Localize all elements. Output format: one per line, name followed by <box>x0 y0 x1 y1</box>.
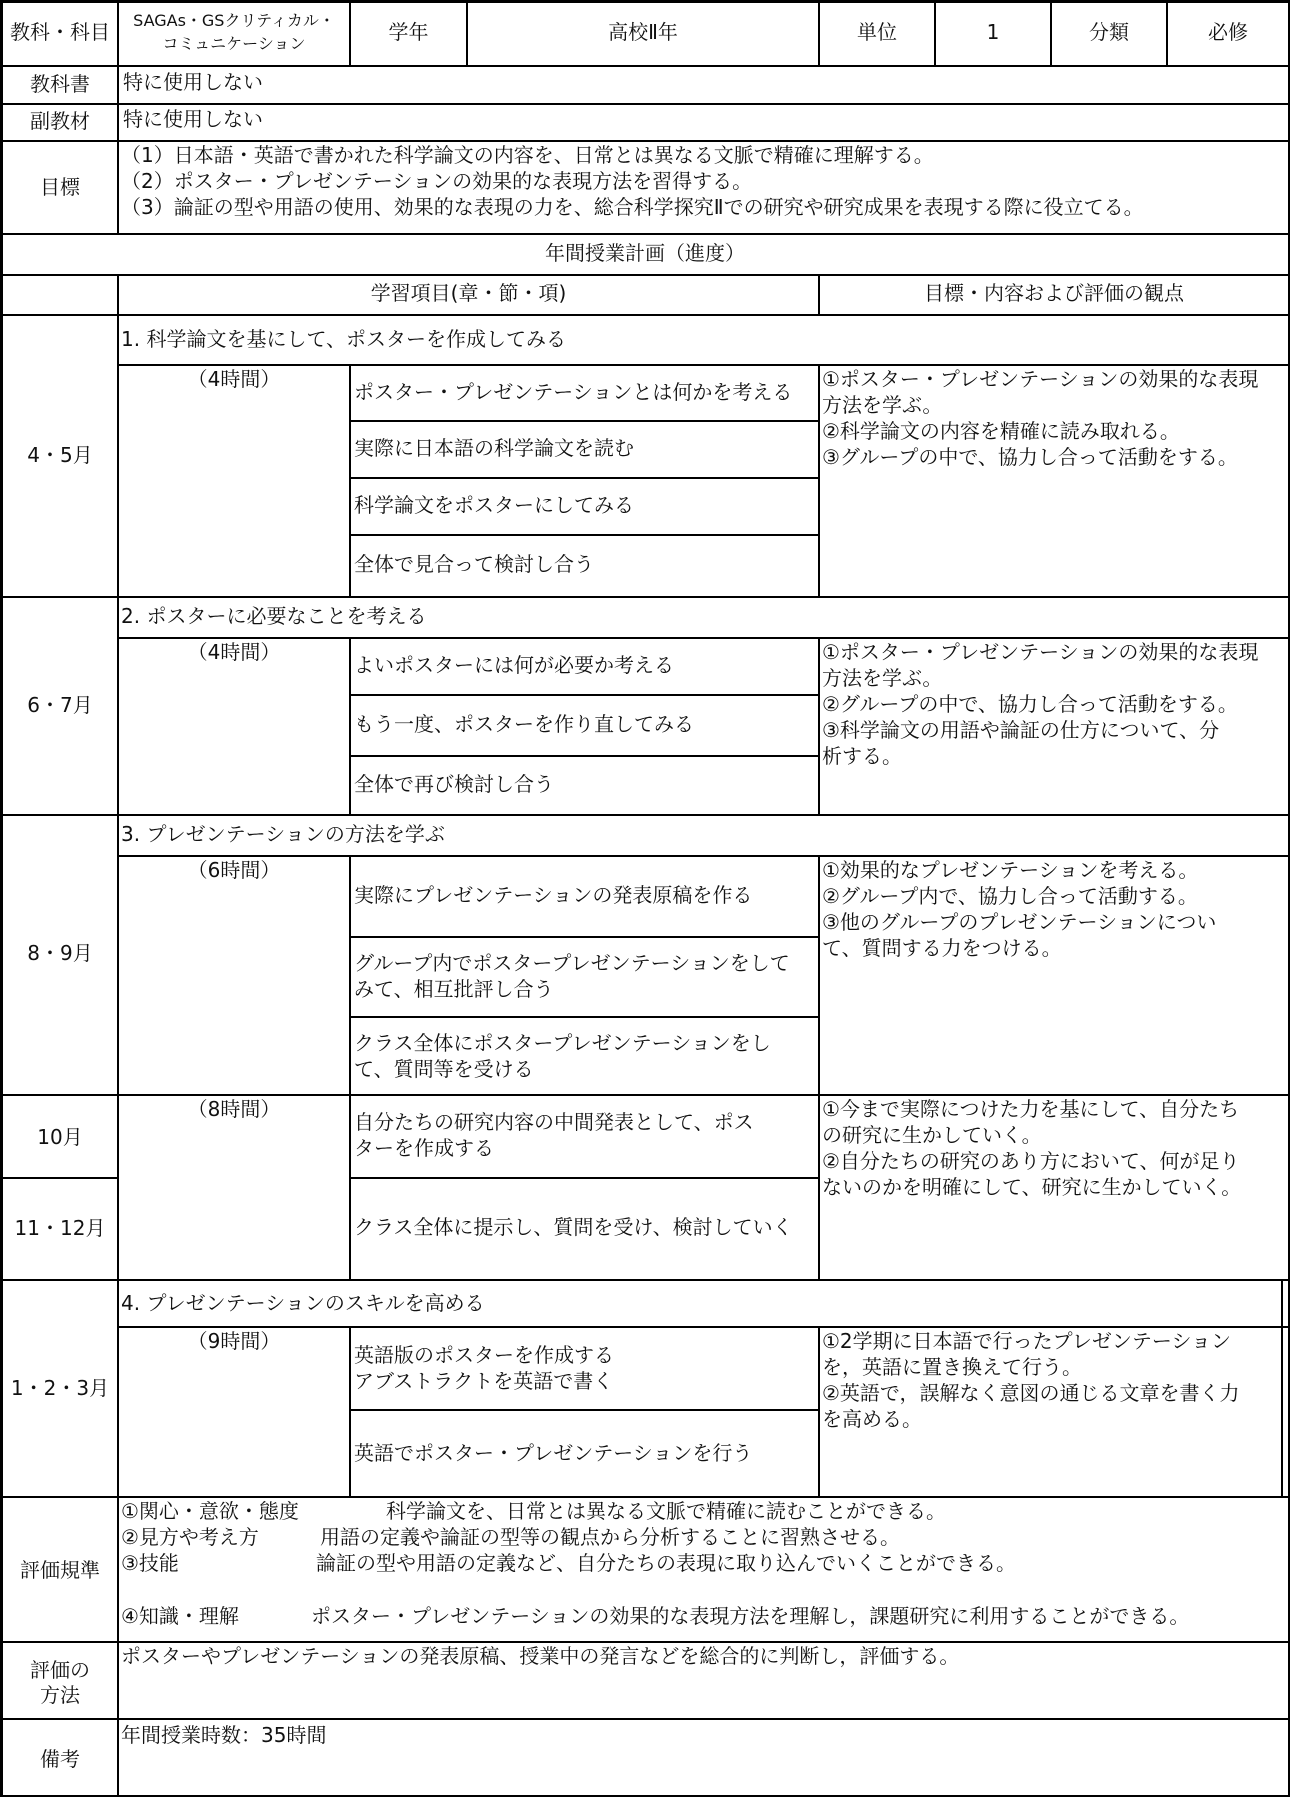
month-label: 1・2・3月 <box>10 1376 110 1400</box>
goal-line: ①今まで実際につけた力を基にして、自分たち <box>822 1097 1240 1121</box>
topic-item: アブストラクトを英語で書く <box>354 1369 614 1393</box>
rule <box>349 694 820 696</box>
topic-item: みて、相互批評し合う <box>354 977 554 1001</box>
topic-item: クラス全体にポスタープレゼンテーションをし <box>354 1031 771 1055</box>
rule <box>349 637 351 816</box>
goal-line: ②グループの中で、協力し合って活動をする。 <box>822 692 1238 716</box>
unit-title: 3. プレゼンテーションの方法を学ぶ <box>121 822 445 846</box>
goal-item: （1）日本語・英語で書かれた科学論文の内容を、日常とは異なる文脈で精確に理解する。 <box>121 143 934 167</box>
supplementary-value: 特に使用しない <box>123 107 263 131</box>
rule <box>818 1094 820 1281</box>
unit-title: 1. 科学論文を基にして、ポスターを作成してみる <box>121 327 567 351</box>
goal-item: （2）ポスター・プレゼンテーションの効果的な表現方法を習得する。 <box>121 169 753 193</box>
goal-line: ①2学期に日本語で行ったプレゼンテーション <box>822 1329 1232 1353</box>
plan-col-goals-header: 目標・内容および評価の観点 <box>924 281 1184 305</box>
remarks-value: 年間授業時数：35時間 <box>121 1723 327 1747</box>
unit-hours: （4時間） <box>187 367 281 391</box>
topic-item: 科学論文をポスターにしてみる <box>354 493 634 517</box>
goal-line: 方法を学ぶ。 <box>822 393 943 417</box>
goal-line: ③他のグループのプレゼンテーションについ <box>822 910 1217 934</box>
rule <box>349 534 820 536</box>
topic-item: 実際に日本語の科学論文を読む <box>354 436 634 460</box>
goal-item: （3）論証の型や用語の使用、効果的な表現の力を、総合科学探究Ⅱでの研究や研究成果を表現する際に役立てる。 <box>121 195 1144 219</box>
rule <box>349 1094 351 1281</box>
rule <box>349 477 820 479</box>
unit-title: 2. ポスターに必要なことを考える <box>121 604 427 628</box>
grade-value: 高校Ⅱ年 <box>608 20 678 44</box>
topic-item: 英語版のポスターを作成する <box>354 1343 614 1367</box>
rule <box>0 233 1290 235</box>
topic-item: ターを作成する <box>354 1136 494 1160</box>
goal-line: 析する。 <box>822 744 902 768</box>
rule <box>1281 1279 1283 1498</box>
criteria-desc: ポスター・プレゼンテーションの効果的な表現方法を理解し，課題研究に利用することができる。 <box>311 1604 1190 1628</box>
method-label-line2: 方法 <box>40 1683 80 1707</box>
rule <box>0 103 1290 105</box>
rule <box>0 1177 119 1179</box>
month-label: 11・12月 <box>14 1216 106 1240</box>
goals-label: 目標 <box>40 175 80 199</box>
rule <box>818 364 820 598</box>
criteria-aspect: ①関心・意欲・態度 <box>121 1499 299 1523</box>
rule <box>349 1409 820 1411</box>
rule <box>349 1016 820 1018</box>
textbook-value: 特に使用しない <box>123 70 263 94</box>
topic-item: 英語でポスター・プレゼンテーションを行う <box>354 1441 753 1465</box>
criteria-aspect: ④知識・理解 <box>121 1604 239 1628</box>
goal-line: ③グループの中で、協力し合って活動をする。 <box>822 445 1238 469</box>
rule <box>0 1279 1290 1281</box>
rule <box>349 936 820 938</box>
unit-hours: （6時間） <box>187 858 281 882</box>
rule <box>0 596 1290 598</box>
topic-item: もう一度、ポスターを作り直してみる <box>354 712 694 736</box>
textbook-label: 教科書 <box>30 72 90 96</box>
rule <box>818 637 820 816</box>
criteria-aspect: ②見方や考え方 <box>121 1525 259 1549</box>
criteria-desc: 論証の型や用語の定義など、自分たちの表現に取り込んでいくことができる。 <box>316 1551 1016 1575</box>
goal-line: を，英語に置き換えて行う。 <box>822 1355 1082 1379</box>
rule <box>349 420 820 422</box>
goal-line: ②英語で，誤解なく意図の通じる文章を書く力 <box>822 1381 1240 1405</box>
rule <box>0 65 1290 67</box>
criteria-desc: 用語の定義や論証の型等の観点から分析することに習熟させる。 <box>320 1525 900 1549</box>
method-value: ポスターやプレゼンテーションの発表原稿、授業中の発言などを総合的に判断し，評価する。 <box>121 1644 960 1668</box>
rule <box>349 364 351 598</box>
goal-line: ないのかを明確にして、研究に生かしていく。 <box>822 1175 1242 1199</box>
unit-title: 4. プレゼンテーションのスキルを高める <box>121 1291 485 1315</box>
rule <box>117 65 119 235</box>
goal-line: を高める。 <box>822 1407 922 1431</box>
subject-label: 教科・科目 <box>10 20 110 44</box>
plan-col-items-header: 学習項目(章・節・項) <box>370 281 567 305</box>
goal-line: ①効果的なプレゼンテーションを考える。 <box>822 858 1199 882</box>
topic-item: 実際にプレゼンテーションの発表原稿を作る <box>354 883 753 907</box>
credits-label: 単位 <box>857 20 897 44</box>
topic-item: 自分たちの研究内容の中間発表として、ポス <box>354 1110 754 1134</box>
topic-item: クラス全体に提示し、質問を受け、検討していく <box>354 1215 793 1239</box>
month-label: 6・7月 <box>27 693 93 717</box>
rule <box>349 755 820 757</box>
rule <box>0 274 1290 276</box>
rule <box>0 0 3 1797</box>
rule <box>818 855 820 1096</box>
goal-line: の研究に生かしていく。 <box>822 1123 1042 1147</box>
topic-item: よいポスターには何が必要か考える <box>354 653 674 677</box>
criteria-desc: 科学論文を、日常とは異なる文脈で精確に読むことができる。 <box>386 1499 946 1523</box>
credits-value: 1 <box>986 20 1000 44</box>
unit-hours: （4時間） <box>187 640 281 664</box>
month-label: 4・5月 <box>27 443 93 467</box>
rule <box>349 1177 820 1179</box>
goal-line: ①ポスター・プレゼンテーションの効果的な表現 <box>822 640 1259 664</box>
grade-label: 学年 <box>388 20 429 44</box>
rule <box>117 274 119 1797</box>
rule <box>0 0 1290 3</box>
goal-line: ③科学論文の用語や論証の仕方について、分 <box>822 718 1220 742</box>
goal-line: ②グループ内で、協力し合って活動する。 <box>822 884 1198 908</box>
topic-item: 全体で見合って検討し合う <box>354 552 594 576</box>
plan-title: 年間授業計画（進度） <box>545 241 745 265</box>
goal-line: ②科学論文の内容を精確に読み取れる。 <box>822 419 1180 443</box>
month-label: 10月 <box>37 1125 83 1149</box>
subject-name-line1: SAGAs・GSクリティカル・ <box>133 11 335 30</box>
category-value: 必修 <box>1208 20 1248 44</box>
criteria-label: 評価規準 <box>20 1558 100 1582</box>
method-label-line1: 評価の <box>30 1658 90 1682</box>
topic-item: グループ内でポスタープレゼンテーションをして <box>354 951 790 975</box>
goal-line: ②自分たちの研究のあり方において、何が足り <box>822 1149 1240 1173</box>
goal-line: 方法を学ぶ。 <box>822 666 943 690</box>
rule <box>0 314 1290 316</box>
subject-name-line2: コミュニケーション <box>162 34 306 53</box>
rule <box>818 1326 820 1498</box>
month-label: 8・9月 <box>27 941 93 965</box>
supplementary-label: 副教材 <box>30 109 90 133</box>
rule <box>349 1326 351 1498</box>
category-label: 分類 <box>1089 20 1129 44</box>
topic-item: ポスター・プレゼンテーションとは何かを考える <box>354 380 793 404</box>
topic-item: て、質問等を受ける <box>354 1057 534 1081</box>
remarks-label: 備考 <box>40 1747 80 1771</box>
rule <box>0 1718 1290 1720</box>
goal-line: ①ポスター・プレゼンテーションの効果的な表現 <box>822 367 1259 391</box>
criteria-aspect: ③技能 <box>121 1551 179 1575</box>
rule <box>349 855 351 1096</box>
unit-hours: （8時間） <box>187 1097 281 1121</box>
goal-line: て、質問する力をつける。 <box>822 936 1062 960</box>
unit-hours: （9時間） <box>187 1329 281 1353</box>
topic-item: 全体で再び検討し合う <box>354 772 554 796</box>
rule <box>0 814 1290 816</box>
